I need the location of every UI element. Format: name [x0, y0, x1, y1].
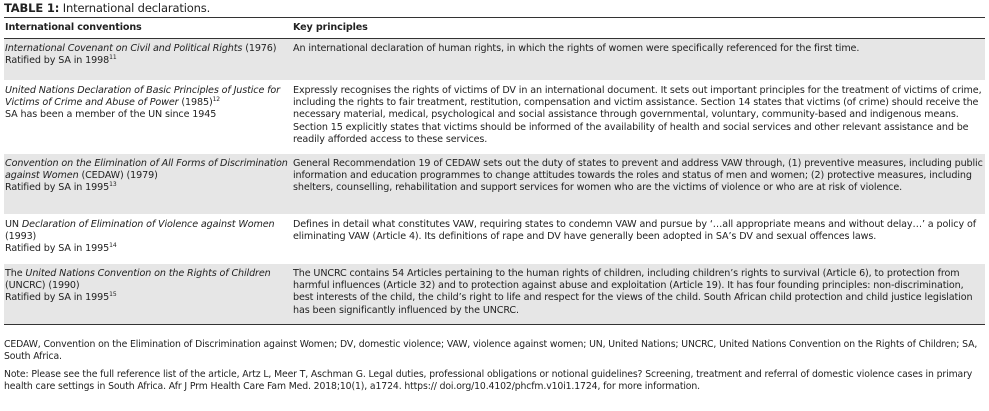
table-row	[4, 215, 985, 264]
reference-number: 13	[109, 181, 117, 189]
table-row	[4, 39, 985, 81]
reference-number: 15	[109, 291, 117, 299]
principles-cell: Defines in detail what constitutes VAW, requiring states to condemn VAW and pursue by ‘…all appropriate means and without delay…’ a policy of eliminating VAW (Article 4). Its definitions of rape and DV have generally been adopted in SA’s DV and sexual offences laws.	[292, 215, 985, 264]
table-title: International declarations.	[59, 1, 211, 15]
principles-cell: Expressly recognises the rights of victims of DV in an international document. It sets out important principles for the treatment of victims of crime, including the rights to fair treatment, restitution, compensation and victim assistance. Section 14 states that victims (of crime) should receive the necessary material, medical, psychological and social assistance through governmental, voluntary, community-based and indigenous means. Section 15 explicitly states that victims should be informed of the availability of health and social services and other relevant assistance and be readily afforded access to these services.	[292, 81, 985, 154]
table-row	[4, 264, 985, 325]
ratification: SA has been a member of the UN since 1945	[5, 109, 217, 121]
principles-cell: The UNCRC contains 54 Articles pertaining to the human rights of children, including children’s rights to survival (Article 6), to protection from harmful influences (Article 32) and to protection against abuse and exploitation (Article 19). It has four founding principles: non-discrimination, best interests of the child, the child’s right to life and respect for the views of the child. South African child protection and child justice legislation has been significantly influenced by the UNCRC.	[292, 264, 985, 325]
convention-name: United Nations Declaration of Basic Principles of Justice for Victims of Crime and Abuse of Power	[5, 85, 281, 109]
convention-name: Convention on the Elimination of All Forms of Discrimination against Women	[5, 158, 288, 182]
principles-cell: An international declaration of human rights, in which the rights of women were specifically referenced for the first time.	[292, 39, 985, 81]
convention-prefix: UN	[5, 219, 22, 230]
header-principles: Key principles	[292, 18, 985, 39]
convention-prefix: The	[5, 268, 26, 279]
abbreviations-footnote: CEDAW, Convention on the Elimination of Discrimination against Women; DV, domestic violence; VAW, violence against women; UN, United Nations; UNCRC, United Nations Convention on the Rights of Children; SA, South Africa.	[4, 339, 978, 363]
table-row	[4, 81, 985, 154]
convention-cell	[4, 81, 292, 154]
convention-name: International Covenant on Civil and Political Rights	[5, 43, 243, 54]
convention-year: (1985)	[178, 97, 213, 109]
reference-number: 12	[212, 96, 220, 104]
convention-cell	[4, 264, 292, 325]
convention-cell	[4, 154, 292, 215]
convention-year: (UNCRC) (1990)	[5, 280, 80, 292]
header-conventions: International conventions	[4, 18, 292, 39]
ratification: Ratified by SA in 1998	[5, 55, 110, 67]
table-caption	[4, 1, 984, 15]
convention-cell	[4, 39, 292, 81]
ratification: Ratified by SA in 1995	[5, 243, 110, 255]
header-row	[4, 18, 985, 39]
convention-name: United Nations Convention on the Rights of Children	[25, 268, 271, 279]
table-row	[4, 154, 985, 215]
ratification: Ratified by SA in 1995	[5, 182, 110, 194]
convention-year: (1993)	[5, 231, 37, 243]
ratification: Ratified by SA in 1995	[5, 292, 110, 304]
table-label: TABLE 1:	[4, 1, 60, 15]
convention-year: (CEDAW) (1979)	[78, 170, 158, 182]
source-note: Note: Please see the full reference list of the article, Artz L, Meer T, Aschman G. Legal duties, professional obligations or notional guidelines? Screening, treatment and referral of domestic violence cases in primary health care settings in South Africa. Afr J Prm Health Care Fam Med. 2018;10(1), a1724. https:// doi.org/10.4102/phcfm.v10i1.1724, for more information.	[4, 369, 973, 393]
convention-cell	[4, 215, 292, 264]
conventions-table	[4, 18, 985, 325]
principles-cell: General Recommendation 19 of CEDAW sets out the duty of states to prevent and address VAW through, (1) preventive measures, including public information and education programmes to change attitudes towards the roles and status of men and women; (2) protective measures, including shelters, counselling, rehabilitation and support services for women who are the victims of violence or who are at risk of violence.	[292, 154, 985, 215]
reference-number: 14	[109, 242, 117, 250]
reference-number: 11	[109, 54, 117, 62]
convention-year: (1976)	[242, 43, 277, 54]
convention-name: Declaration of Elimination of Violence against Women	[21, 219, 275, 230]
